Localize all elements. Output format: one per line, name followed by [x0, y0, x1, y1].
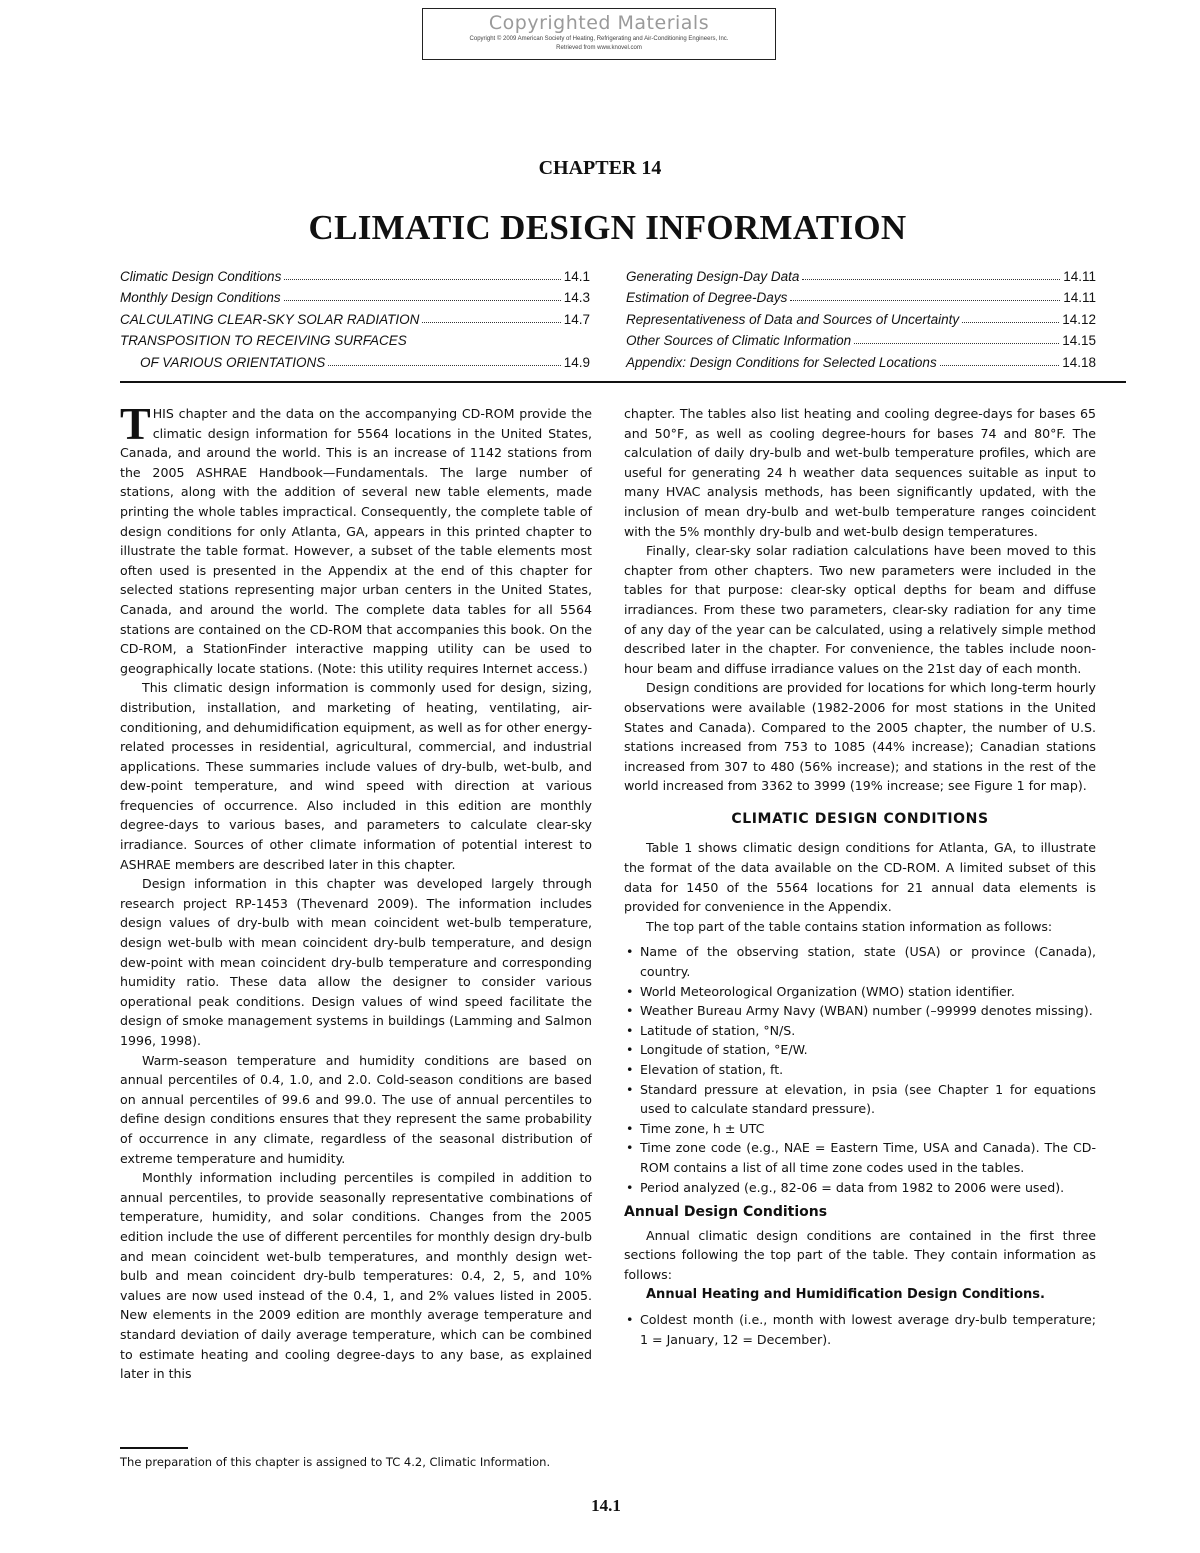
toc-item[interactable]: Appendix: Design Conditions for Selected Locations 14.18 — [626, 354, 1096, 370]
toc-item[interactable]: Representativeness of Data and Sources of Uncertainty 14.12 — [626, 311, 1096, 327]
stamp-line-1: Copyright © 2009 American Society of Heating, Refrigerating and Air-Conditioning Engineers, Inc. — [469, 36, 729, 42]
list-item: • Time zone, h ± UTC — [624, 1119, 1096, 1139]
paragraph: Monthly information including percentiles is compiled in addition to annual percentiles, to provide seasonally representative combinations of temperature, humidity, and solar conditions. Changes from the 2005 edition include the use of different percentiles for monthly design dry-bulb and mean coincident wet-bulb temperatures, and monthly design wet-bulb and mean coincident dry-bulb temperatures: 0.4, 2, 5, and 10% values are now used instead of the 0.4, 1, and 2% values listed in 2005. New elements in the 2009 edition are monthly average temperature and standard deviation of daily average temperature, which can be combined to estimate heating and cooling degree-days to any base, as explained later in this — [120, 1170, 592, 1382]
toc-right — [626, 262, 1096, 370]
subsection-heading: Annual Design Conditions — [624, 1204, 828, 1221]
paragraph: The top part of the table contains station information as follows: — [646, 918, 1053, 934]
list-item: • Latitude of station, °N/S. — [624, 1021, 1096, 1041]
list-item: • Weather Bureau Army Navy (WBAN) number (–99999 denotes missing). — [624, 1001, 1096, 1021]
paragraph: Table 1 shows climatic design conditions for Atlanta, GA, to illustrate the format of the data available on the CD-ROM. A limited subset of this data for 1450 of the 5564 locations for 21 annual data elements is provided for convenience in the Appendix. — [624, 840, 1096, 915]
toc-item[interactable]: Other Sources of Climatic Information 14.15 — [626, 333, 1096, 348]
heating-list — [624, 1310, 1096, 1349]
toc-item[interactable]: CALCULATING CLEAR-SKY SOLAR RADIATION 14.7 — [120, 311, 590, 327]
chapter-title: CLIMATIC DESIGN INFORMATION — [308, 208, 907, 247]
list-item: • Elevation of station, ft. — [624, 1060, 1096, 1080]
paragraph: Finally, clear-sky solar radiation calculations have been moved to this chapter from other chapters. Two new parameters were included in the tables for that purpose: clear-sky optical depths for beam and diffuse irradiances. From these two parameters, clear-sky radiation for any time of any day of the year can be calculated, using a relatively simple method described later in the chapter. For convenience, the tables include noon-hour beam and diffuse irradiance values on the 21st day of each month. — [624, 543, 1096, 676]
toc-item[interactable]: TRANSPOSITION TO RECEIVING SURFACES — [120, 333, 407, 348]
toc-left — [120, 262, 590, 370]
toc-item[interactable]: Climatic Design Conditions 14.1 — [120, 268, 590, 284]
footnote: The preparation of this chapter is assigned to TC 4.2, Climatic Information. — [120, 1455, 551, 1469]
copyright-stamp — [422, 8, 776, 60]
paragraph: chapter. The tables also list heating and cooling degree-days for bases 65 and 50°F, as well as cooling degree-hours for bases 74 and 80°F. The calculation of daily dry-bulb and wet-bulb temperature profiles, which are useful for generating 24 h weather data sequences suitable as input to many HVAC analysis methods, has been significantly updated, with the inclusion of mean dry-bulb and wet-bulb temperature ranges coincident with the 5% monthly dry-bulb and wet-bulb design temperatures. — [624, 406, 1096, 539]
title-rule — [120, 381, 1126, 383]
paragraph: Warm-season temperature and humidity conditions are based on annual percentiles of 0.4, 1.0, and 2.0. Cold-season conditions are based on annual percentiles of 99.6 and 99.0. The use of annual percentiles to define design conditions ensures that they represent the same probability of occurrence in any climate, regardless of the seasonal distribution of extreme temperature and humidity. — [120, 1052, 592, 1166]
stamp-title: Copyrighted Materials — [488, 12, 710, 34]
drop-cap: T — [120, 398, 151, 449]
left-column — [120, 398, 592, 1384]
list-item: • Standard pressure at elevation, in psia (see Chapter 1 for equations used to calculate standard pressure). — [624, 1080, 1096, 1119]
chapter-label: CHAPTER 14 — [538, 157, 662, 179]
toc-item[interactable]: Estimation of Degree-Days 14.11 — [626, 290, 1096, 305]
paragraph: Design conditions are provided for locations for which long-term hourly observations were available (1982-2006 for most stations in the United States and Canada). Compared to the 2005 chapter, the number of U.S. stations increased from 753 to 1085 (44% increase); Canadian stations increased from 307 to 480 (56% increase); and stations in the rest of the world increased from 3362 to 3999 (19% increase; see Figure 1 for map). — [624, 680, 1096, 794]
paragraph: Annual climatic design conditions are contained in the first three sections following the top part of the table. They contain information as follows: — [624, 1227, 1096, 1282]
intro-paragraph: THIS chapter and the data on the accompanying CD-ROM provide the climatic design information for 5564 locations in the United States, Canada, and around the world. This is an increase of 1142 stations from the 2005 ASHRAE Handbook—Fundamentals. The large number of stations, along with the addition of several new table elements, made printing the whole tables impractical. Consequently, the complete table of design conditions for only Atlanta, GA, appears in this printed chapter to illustrate the table format. However, a subset of the table elements most often used is presented in the Appendix at the end of this chapter for selected stations representing major urban centers in the United States, Canada, and around the world. The complete data tables for all 5564 stations are contained on the CD-ROM that accompanies this book. On the CD-ROM, a StationFinder interactive mapping utility can be used to geographically locate stations. (Note: this utility requires Internet access.) — [120, 398, 592, 676]
run-in-heading: Annual Heating and Humidification Design Conditions. — [646, 1286, 1045, 1302]
toc-item[interactable]: Monthly Design Conditions 14.3 — [120, 290, 590, 305]
list-item: • Longitude of station, °E/W. — [624, 1040, 1096, 1060]
list-item: • Coldest month (i.e., month with lowest average dry-bulb temperature; 1 = January, 12 = December). — [624, 1310, 1096, 1349]
page-number: 14.1 — [591, 1496, 621, 1515]
list-item: • Name of the observing station, state (USA) or province (Canada), country. — [624, 942, 1096, 981]
stamp-line-2: Retrieved from www.knovel.com — [556, 45, 642, 51]
toc-item[interactable]: Generating Design-Day Data 14.11 — [626, 268, 1096, 284]
list-item: • World Meteorological Organization (WMO) station identifier. — [624, 982, 1096, 1002]
toc-item[interactable]: OF VARIOUS ORIENTATIONS 14.9 — [140, 354, 590, 370]
station-info-list — [624, 942, 1096, 1197]
section-heading: CLIMATIC DESIGN CONDITIONS — [731, 810, 989, 827]
footnote-rule — [120, 1447, 188, 1449]
paragraph: This climatic design information is commonly used for design, sizing, distribution, installation, and marketing of heating, ventilating, air-conditioning, and dehumidification equipment, as well as for other energy-related processes in residential, agricultural, commercial, and industrial applications. These summaries include values of dry-bulb, wet-bulb, and dew-point temperature, and wind speed with direction at various frequencies of occurrence. Also included in this edition are monthly degree-days to various bases, and parameters to calculate clear-sky irradiance. Sources of other climate information of potential interest to ASHRAE members are described later in this chapter. — [120, 680, 592, 872]
paragraph: Design information in this chapter was developed largely through research project RP-1453 (Thevenard 2009). The information includes design values of dry-bulb with mean coincident wet-bulb temperature, design wet-bulb with mean coincident dry-bulb temperature, and design dew-point with mean coincident dry-bulb temperature and corresponding humidity ratio. These data allow the designer to consider various operational peak conditions. Design values of wind speed facilitate the design of smoke management systems in buildings (Lamming and Salmon 1996, 1998). — [120, 876, 592, 1048]
list-item: • Time zone code (e.g., NAE = Eastern Time, USA and Canada). The CD-ROM contains a list of all time zone codes used in the tables. — [624, 1138, 1096, 1177]
list-item: • Period analyzed (e.g., 82-06 = data from 1982 to 2006 were used). — [624, 1178, 1096, 1198]
right-column — [624, 404, 1096, 1355]
